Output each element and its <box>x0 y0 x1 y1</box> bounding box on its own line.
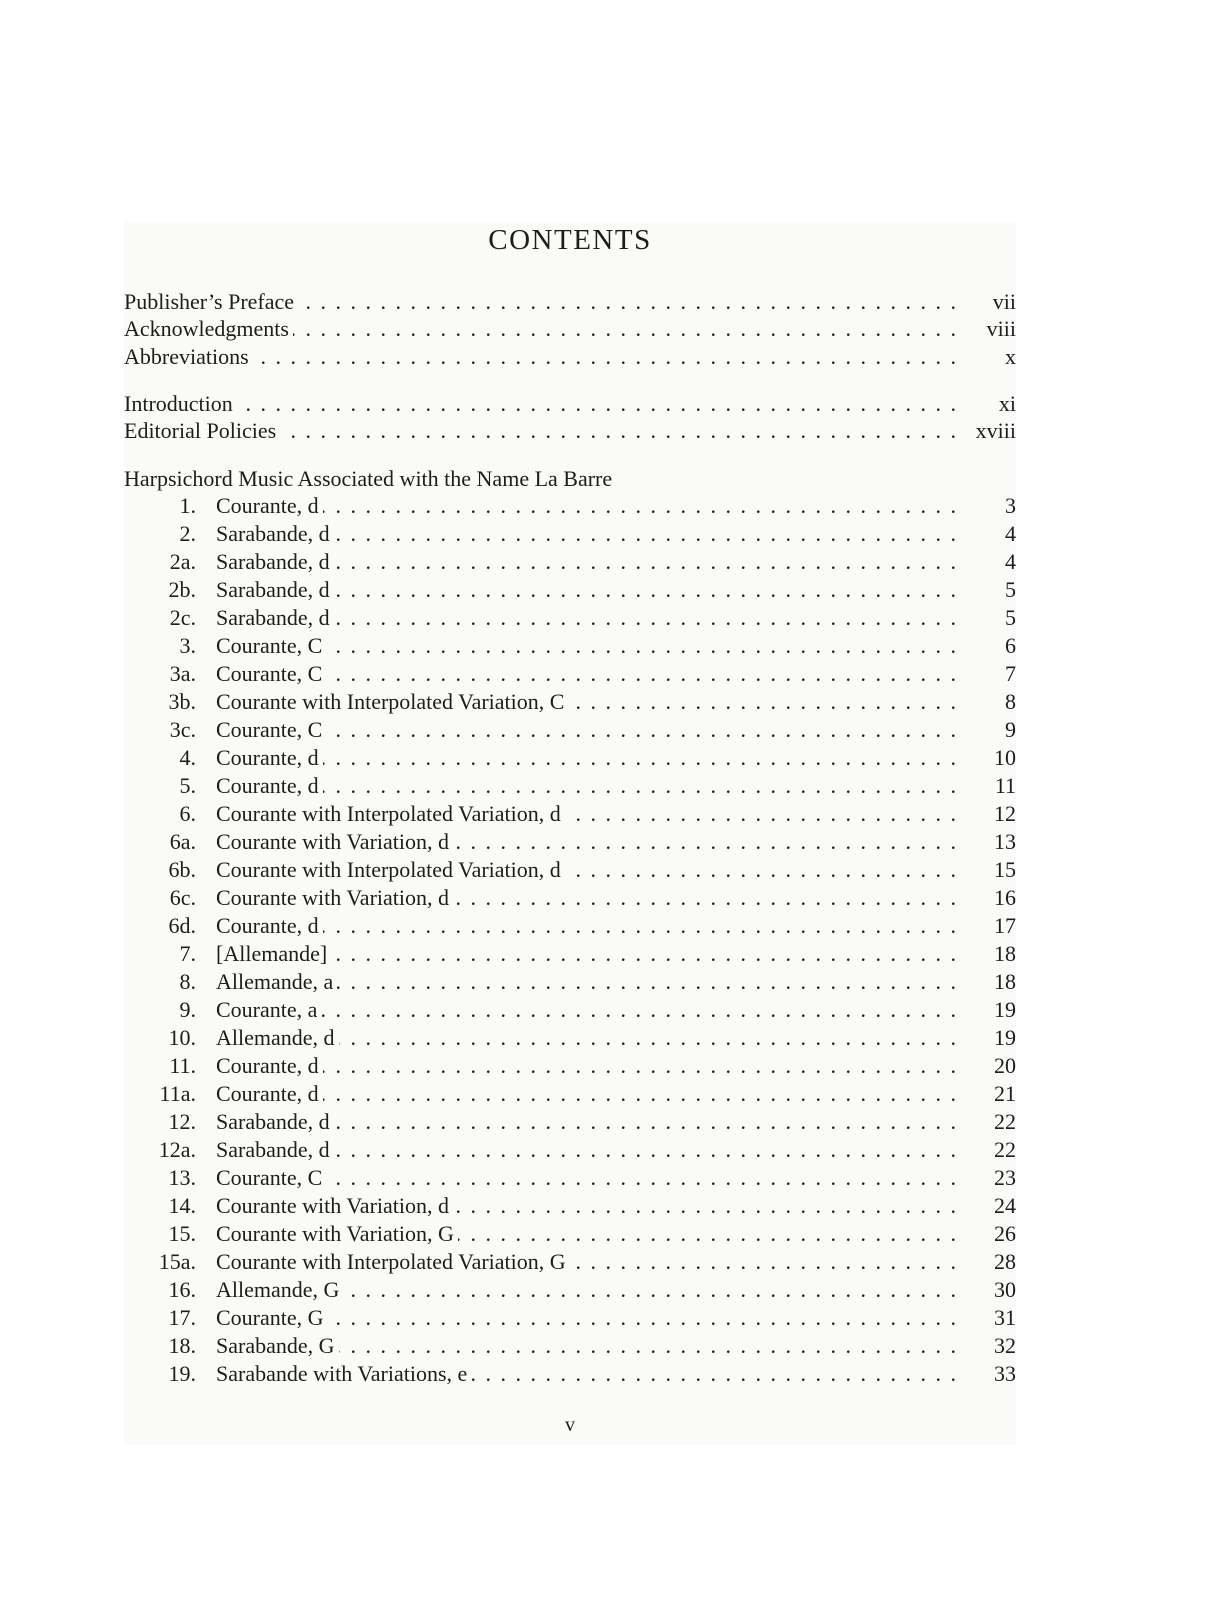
toc-entry-page: 17 <box>994 913 1016 939</box>
toc-entry-page: 20 <box>994 1053 1016 1079</box>
toc-entry-number: 1. <box>179 493 196 519</box>
dot-leader <box>280 417 958 444</box>
dot-leader <box>323 1080 958 1108</box>
toc-entry-title: Acknowledgments <box>124 316 289 342</box>
toc-entry-number: 18. <box>168 1333 196 1359</box>
dot-leader <box>453 1192 958 1220</box>
dot-leader <box>339 1024 958 1052</box>
contents-page <box>124 222 1016 1445</box>
toc-entry <box>124 315 1016 342</box>
toc-entry <box>124 343 1016 370</box>
dot-leader <box>565 800 958 828</box>
toc-entry-page: 18 <box>994 969 1016 995</box>
toc-entry-page: 28 <box>994 1249 1016 1275</box>
toc-entry-number: 11. <box>169 1053 196 1079</box>
dot-leader <box>343 1276 958 1304</box>
toc-entry <box>124 1136 1016 1164</box>
dot-leader <box>453 884 958 912</box>
dot-leader <box>326 716 958 744</box>
toc-entry-number: 2a. <box>169 549 196 575</box>
section-heading: Harpsichord Music Associated with the Name La Barre <box>124 465 613 491</box>
dot-leader <box>237 390 958 417</box>
toc-entry <box>124 1220 1016 1248</box>
toc-entry-page: xviii <box>975 418 1016 444</box>
toc-entry <box>124 1192 1016 1220</box>
toc-entry-title: Courante with Variation, d <box>216 1193 449 1219</box>
toc-entry <box>124 688 1016 716</box>
toc-entry <box>124 1332 1016 1360</box>
dot-leader <box>253 343 958 370</box>
dot-leader <box>471 1360 958 1388</box>
page-number-footer: v <box>565 1414 575 1437</box>
toc-entry-page: 30 <box>994 1277 1016 1303</box>
toc-entry <box>124 417 1016 444</box>
introduction-list <box>124 390 1016 445</box>
toc-entry-title: Sarabande, d <box>216 1109 330 1135</box>
toc-entry-title: Allemande, G <box>216 1277 340 1303</box>
dot-leader <box>321 996 958 1024</box>
toc-entry-number: 15a. <box>158 1249 196 1275</box>
toc-entry-title: Courante, C <box>216 661 323 687</box>
dot-leader <box>298 288 958 315</box>
toc-entry <box>124 1304 1016 1332</box>
toc-entry <box>124 660 1016 688</box>
toc-entry <box>124 492 1016 520</box>
toc-entry-title: Sarabande, d <box>216 521 330 547</box>
dot-leader <box>334 576 958 604</box>
toc-entry-title: Courante, a <box>216 997 318 1023</box>
toc-entry-page: 22 <box>994 1109 1016 1135</box>
toc-entry-title: Courante with Variation, d <box>216 885 449 911</box>
toc-entry-page: 6 <box>1005 633 1016 659</box>
toc-entry-number: 2b. <box>168 577 196 603</box>
toc-entry <box>124 1360 1016 1388</box>
toc-entry-title: Sarabande, d <box>216 577 330 603</box>
dot-leader <box>323 744 958 772</box>
toc-entry-title: Allemande, a <box>216 969 334 995</box>
toc-entry-title: Courante with Interpolated Variation, G <box>216 1249 566 1275</box>
dot-leader <box>453 828 958 856</box>
dot-leader <box>328 1304 958 1332</box>
toc-entry-number: 7. <box>179 941 196 967</box>
toc-entry-title: Publisher’s Preface <box>124 289 295 314</box>
toc-entry-page: 8 <box>1005 689 1016 715</box>
toc-entry-number: 15. <box>168 1221 196 1247</box>
toc-entry-title: Introduction <box>124 391 233 417</box>
toc-entry <box>124 940 1016 968</box>
toc-entry-title: Sarabande, d <box>216 549 330 575</box>
toc-entry-number: 3. <box>179 633 196 659</box>
dot-leader <box>323 1052 958 1080</box>
toc-entry-number: 6. <box>179 801 196 827</box>
toc-entry-title: Courante with Variation, d <box>216 829 449 855</box>
toc-entry-page: 5 <box>1005 605 1016 631</box>
toc-entry-number: 6a. <box>169 829 196 855</box>
toc-entry <box>124 520 1016 548</box>
toc-entry <box>124 744 1016 772</box>
toc-entry-title: Sarabande, d <box>216 1137 330 1163</box>
toc-entry <box>124 604 1016 632</box>
toc-entry-title: Allemande, d <box>216 1025 335 1051</box>
toc-entry-page: 18 <box>994 941 1016 967</box>
toc-entry <box>124 996 1016 1024</box>
dot-leader <box>337 968 958 996</box>
toc-entry-page: 4 <box>1005 521 1016 547</box>
toc-entry-page: viii <box>986 316 1016 342</box>
toc-entry <box>124 288 1016 315</box>
toc-entry-number: 2. <box>179 521 196 547</box>
toc-entry-page: 15 <box>994 857 1016 883</box>
page-title: CONTENTS <box>488 224 652 256</box>
dot-leader <box>334 604 958 632</box>
toc-entry-page: 24 <box>994 1193 1016 1219</box>
toc-entry-title: Courante with Interpolated Variation, C <box>216 689 565 715</box>
dot-leader <box>326 1164 958 1192</box>
toc-entry-page: 7 <box>1005 661 1016 687</box>
toc-entry-page: 23 <box>994 1165 1016 1191</box>
toc-entry-page: 4 <box>1005 549 1016 575</box>
toc-entry-page: 33 <box>994 1361 1016 1387</box>
toc-entry-number: 12. <box>168 1109 196 1135</box>
toc-entry-page: 9 <box>1005 717 1016 743</box>
toc-entry-page: 13 <box>994 829 1016 855</box>
toc-entry-title: Abbreviations <box>124 343 249 369</box>
toc-entry <box>124 390 1016 417</box>
toc-entry-number: 14. <box>168 1193 196 1219</box>
toc-entry-page: 19 <box>994 997 1016 1023</box>
dot-leader <box>458 1220 958 1248</box>
toc-entry <box>124 716 1016 744</box>
toc-entry-title: Sarabande with Variations, e <box>216 1361 468 1387</box>
toc-entry-number: 2c. <box>169 605 196 631</box>
toc-entry-title: Courante, G <box>216 1305 324 1331</box>
toc-entry-title: Courante, d <box>216 773 319 799</box>
toc-entry-page: 19 <box>994 1025 1016 1051</box>
toc-entry-title: Courante, C <box>216 633 323 659</box>
toc-entry-number: 3b. <box>168 689 196 715</box>
toc-entry-number: 6c. <box>169 885 196 911</box>
toc-entry <box>124 1108 1016 1136</box>
toc-entry <box>124 576 1016 604</box>
toc-entry <box>124 968 1016 996</box>
toc-entry <box>124 1164 1016 1192</box>
toc-entry-title: Sarabande, d <box>216 605 330 631</box>
dot-leader <box>331 940 958 968</box>
toc-entry-title: Courante, d <box>216 493 319 519</box>
toc-entry-page: 10 <box>994 745 1016 771</box>
toc-entry-title: Courante with Interpolated Variation, d <box>216 857 561 883</box>
toc-entry-number: 13. <box>168 1165 196 1191</box>
dot-leader <box>334 1108 958 1136</box>
toc-entry-title: Courante, C <box>216 1165 323 1191</box>
toc-entry-title: [Allemande] <box>216 941 328 967</box>
toc-entry-page: 12 <box>994 801 1016 827</box>
toc-entry-page: vii <box>992 289 1016 314</box>
toc-entry-number: 19. <box>168 1361 196 1387</box>
section-items-list <box>124 492 1016 1388</box>
toc-entry-title: Courante with Variation, G <box>216 1221 454 1247</box>
toc-entry <box>124 772 1016 800</box>
toc-entry-number: 5. <box>179 773 196 799</box>
front-matter-list <box>124 288 1016 370</box>
toc-entry-title: Courante with Interpolated Variation, d <box>216 801 561 827</box>
toc-entry <box>124 884 1016 912</box>
toc-entry-title: Editorial Policies <box>124 418 277 444</box>
toc-entry-number: 3c. <box>169 717 196 743</box>
dot-leader <box>334 1136 958 1164</box>
toc-entry-number: 17. <box>168 1305 196 1331</box>
toc-entry <box>124 1276 1016 1304</box>
dot-leader <box>334 548 958 576</box>
toc-entry-number: 16. <box>168 1277 196 1303</box>
dot-leader <box>323 912 958 940</box>
toc-entry-title: Courante, d <box>216 1081 319 1107</box>
toc-entry-page: 26 <box>994 1221 1016 1247</box>
dot-leader <box>339 1332 958 1360</box>
toc-entry-title: Courante, d <box>216 913 319 939</box>
dot-leader <box>334 520 958 548</box>
dot-leader <box>293 315 958 342</box>
toc-entry-title: Courante, C <box>216 717 323 743</box>
dot-leader <box>323 772 958 800</box>
toc-entry-title: Courante, d <box>216 745 319 771</box>
toc-entry-page: 22 <box>994 1137 1016 1163</box>
toc-entry-title: Sarabande, G <box>216 1333 335 1359</box>
toc-entry-page: 11 <box>994 773 1016 799</box>
dot-leader <box>570 1248 958 1276</box>
dot-leader <box>565 856 958 884</box>
toc-entry <box>124 856 1016 884</box>
toc-entry-number: 10. <box>168 1025 196 1051</box>
toc-entry-page: 31 <box>994 1305 1016 1331</box>
toc-entry <box>124 1248 1016 1276</box>
toc-entry-page: 32 <box>994 1333 1016 1359</box>
toc-entry <box>124 800 1016 828</box>
toc-entry-page: xi <box>998 391 1016 417</box>
toc-entry-title: Courante, d <box>216 1053 319 1079</box>
toc-entry <box>124 828 1016 856</box>
toc-entry-page: 21 <box>994 1081 1016 1107</box>
toc-entry-page: 5 <box>1005 577 1016 603</box>
toc-entry <box>124 1024 1016 1052</box>
toc-entry-number: 3a. <box>169 661 196 687</box>
toc-entry-page: 3 <box>1005 493 1016 519</box>
dot-leader <box>326 660 958 688</box>
toc-entry-number: 6d. <box>168 913 196 939</box>
dot-leader <box>326 632 958 660</box>
toc-entry-number: 6b. <box>168 857 196 883</box>
toc-entry-page: 16 <box>994 885 1016 911</box>
toc-entry-number: 9. <box>179 997 196 1023</box>
toc-entry <box>124 1052 1016 1080</box>
dot-leader <box>568 688 958 716</box>
toc-entry <box>124 548 1016 576</box>
toc-entry <box>124 1080 1016 1108</box>
toc-entry <box>124 632 1016 660</box>
toc-entry-number: 8. <box>179 969 196 995</box>
toc-entry-number: 12a. <box>158 1137 196 1163</box>
toc-entry <box>124 912 1016 940</box>
dot-leader <box>323 492 958 520</box>
toc-entry-page: x <box>1005 343 1016 369</box>
toc-entry-number: 4. <box>179 745 196 771</box>
toc-entry-number: 11a. <box>159 1081 196 1107</box>
